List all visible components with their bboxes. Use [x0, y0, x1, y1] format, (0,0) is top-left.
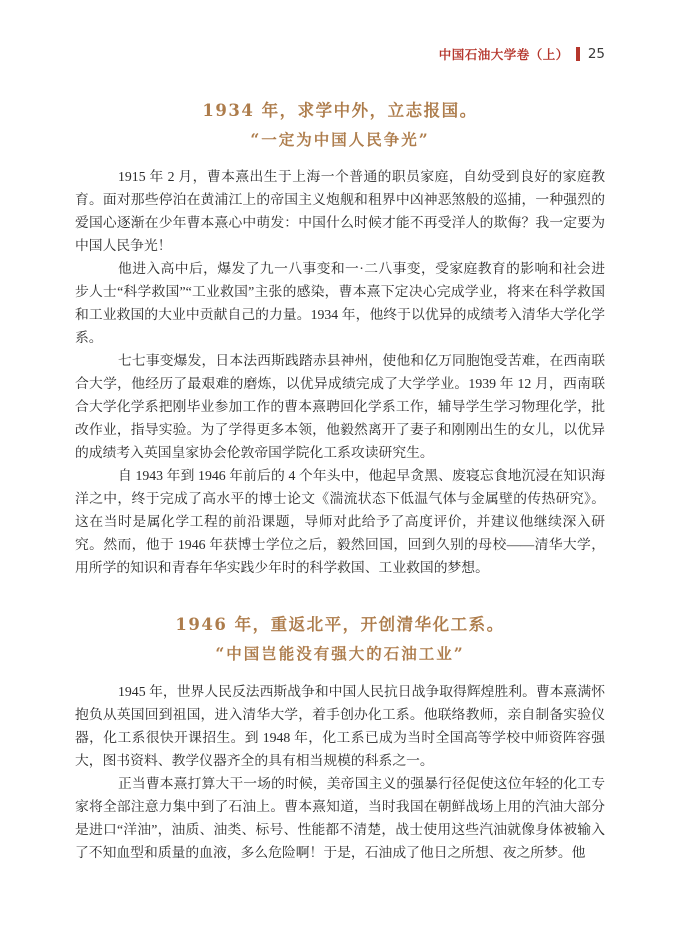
- paragraph: 正当曹本熹打算大干一场的时候，美帝国主义的强暴行径促使这位年轻的化工专家将全部注意力集中到了石油上。曹本熹知道，当时我国在朝鲜战场上用的汽油大部分是进口“洋油”，油质、油类、标号、性能都不清楚，战士使用这些汽油就像身体被输入了不知血型和质量的血液，多么危险啊！于是，石油成了他日之所想、夜之所梦。他: [75, 776, 605, 860]
- section-1-heading: [75, 96, 605, 154]
- section-2-heading: [75, 610, 605, 668]
- page-number: 25: [587, 46, 605, 62]
- paragraph: 自 1943 年到 1946 年前后的 4 个年头中，他起早贪黑、废寝忘食地沉浸在知识海洋之中，终于完成了高水平的博士论文《湍流状态下低温气体与金属壁的传热研究》。这在当时是属化学工程的前沿课题，导师对此给予了高度评价，并建议他继续深入研究。然而，他于 1946 年获博士学位之后，毅然回国，回到久别的母校——清华大学，用所学的知识和青春年华实践少年时的科学救国、工业救国的梦想。: [75, 468, 605, 575]
- volume-title: 中国石油大学卷（上）: [438, 48, 569, 62]
- section-2-heading-line1: 1946 年，重返北平，开创清华化工系。: [175, 615, 505, 634]
- paragraph: 他进入高中后，爆发了九一八事变和一·二八事变，受家庭教育的影响和社会进步人士“科学救国”“工业救国”主张的感染，曹本熹下定决心完成学业，将来在科学救国和工业救国的大业中贡献自己的力量。1934 年，他终于以优异的成绩考入清华大学化学系。: [75, 261, 605, 345]
- paragraph: 1915 年 2 月，曹本熹出生于上海一个普通的职员家庭，自幼受到良好的家庭教育。面对那些停泊在黄浦江上的帝国主义炮舰和租界中凶神恶煞般的巡捕，一种强烈的爱国心逐渐在少年曹本熹心中萌发：中国什么时候才能不再受洋人的欺侮？我一定要为中国人民争光！: [75, 169, 605, 253]
- section-1-heading-line1: 1934 年，求学中外，立志报国。: [202, 101, 478, 120]
- paragraph: 七七事变爆发，日本法西斯践踏赤县神州，使他和亿万同胞饱受苦难，在西南联合大学，他经历了最艰难的磨炼，以优异成绩完成了大学学业。1939 年 12 月，西南联合大学化学系把刚毕业参加工作的曹本熹聘回化学系工作，辅导学生学习物理化学，批改作业，指导实验。为了学得更多本领，他毅然离开了妻子和刚刚出生的女儿，以优异的成绩考入英国皇家协会伦敦帝国学院化工系攻读研究生。: [75, 353, 605, 460]
- section-1-heading-line2: “一定为中国人民争光”: [250, 130, 430, 149]
- section-2-heading-line2: “中国岂能没有强大的石油工业”: [215, 644, 465, 663]
- page-content: [75, 0, 605, 864]
- paragraph: 1945 年，世界人民反法西斯战争和中国人民抗日战争取得辉煌胜利。曹本熹满怀抱负从英国回到祖国，进入清华大学，着手创办化工系。他联络教师，亲自制备实验仪器，化工系很快开课招生。到 1948 年，化工系已成为当时全国高等学校中师资阵容强大，图书资料、教学仪器齐全的具有相当规模的科系之一。: [75, 684, 605, 768]
